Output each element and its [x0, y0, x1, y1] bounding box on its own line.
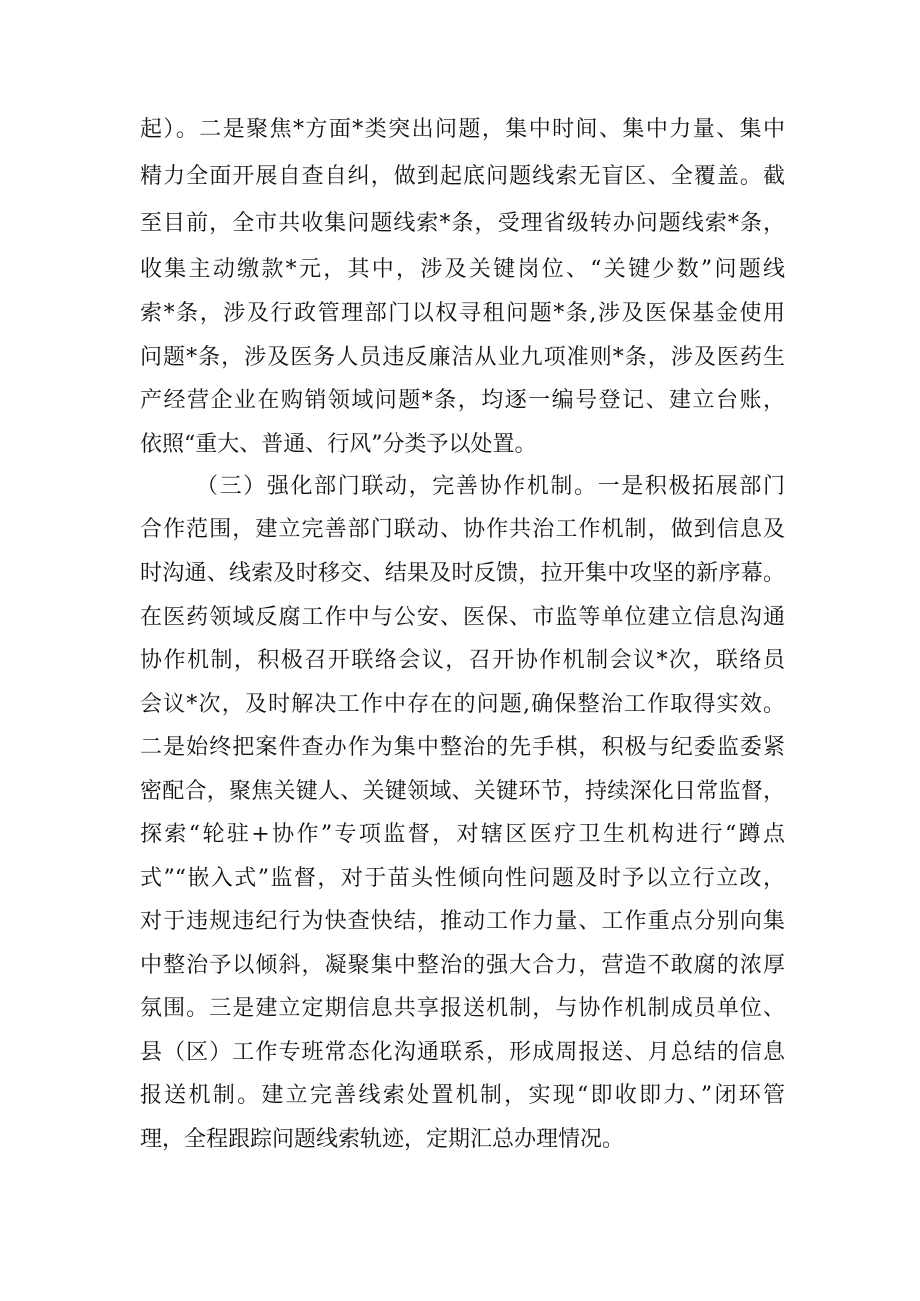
paragraph-line: 式”“嵌入式”监督，对于苗头性倾向性问题及时予以立行立改，	[140, 866, 785, 891]
paragraph-line: 起）。二是聚焦*方面*类突出问题，集中时间、集中力量、集中	[140, 117, 785, 142]
paragraph-line: 报送机制。建立完善线索处置机制，实现“即收即力、”闭环管	[140, 1083, 785, 1108]
paragraph-line: 合作范围，建立完善部门联动、协作共治工作机制，做到信息及	[140, 517, 785, 542]
paragraph-line: 产经营企业在购销领域问题*条，均逐一编号登记、建立台账，	[140, 388, 785, 413]
paragraph-line: 氛围。三是建立定期信息共享报送机制，与协作机制成员单位、	[140, 996, 785, 1021]
paragraph-line: 至目前，全市共收集问题线索*条，受理省级转办问题线索*条，	[140, 211, 785, 236]
section-heading-line: （三）强化部门联动，完善协作机制。一是积极拓展部门	[196, 474, 785, 499]
paragraph-line: 索*条，涉及行政管理部门以权寻租问题*条,涉及医保基金使用	[140, 301, 785, 326]
paragraph-line: 在医药领域反腐工作中与公安、医保、市监等单位建立信息沟通	[140, 605, 785, 630]
paragraph-line: 时沟通、线索及时移交、结果及时反馈，拉开集中攻坚的新序幕。	[140, 561, 785, 586]
paragraph-line: 精力全面开展自查自纠，做到起底问题线索无盲区、全覆盖。截	[140, 164, 785, 189]
paragraph-line: 县（区）工作专班常态化沟通联系，形成周报送、月总结的信息	[140, 1040, 785, 1065]
paragraph-line: 理，全程跟踪问题线索轨迹，定期汇总办理情况。	[140, 1127, 625, 1152]
paragraph-line: 中整治予以倾斜，凝聚集中整治的强大合力，营造不敢腐的浓厚	[140, 953, 785, 978]
paragraph-line: 收集主动缴款*元，其中，涉及关键岗位、“关键少数”问题线	[140, 257, 785, 282]
paragraph-line: 协作机制，积极召开联络会议，召开协作机制会议*次，联络员	[140, 648, 785, 673]
paragraph-line: 密配合，聚焦关键人、关键领域、关键环节，持续深化日常监督，	[140, 779, 785, 804]
paragraph-line: 问题*条，涉及医务人员违反廉洁从业九项准则*条，涉及医药生	[140, 345, 785, 370]
paragraph-line: 依照“重大、普通、行风”分类予以处置。	[140, 432, 537, 457]
paragraph-line: 探索“轮驻+协作”专项监督，对辖区医疗卫生机构进行“蹲点	[140, 822, 785, 847]
paragraph-line: 对于违规违纪行为快查快结，推动工作力量、工作重点分别向集	[140, 909, 785, 934]
paragraph-line: 会议*次，及时解决工作中存在的问题,确保整治工作取得实效。	[140, 692, 785, 717]
paragraph-line: 二是始终把案件查办作为集中整治的先手棋，积极与纪委监委紧	[140, 735, 785, 760]
